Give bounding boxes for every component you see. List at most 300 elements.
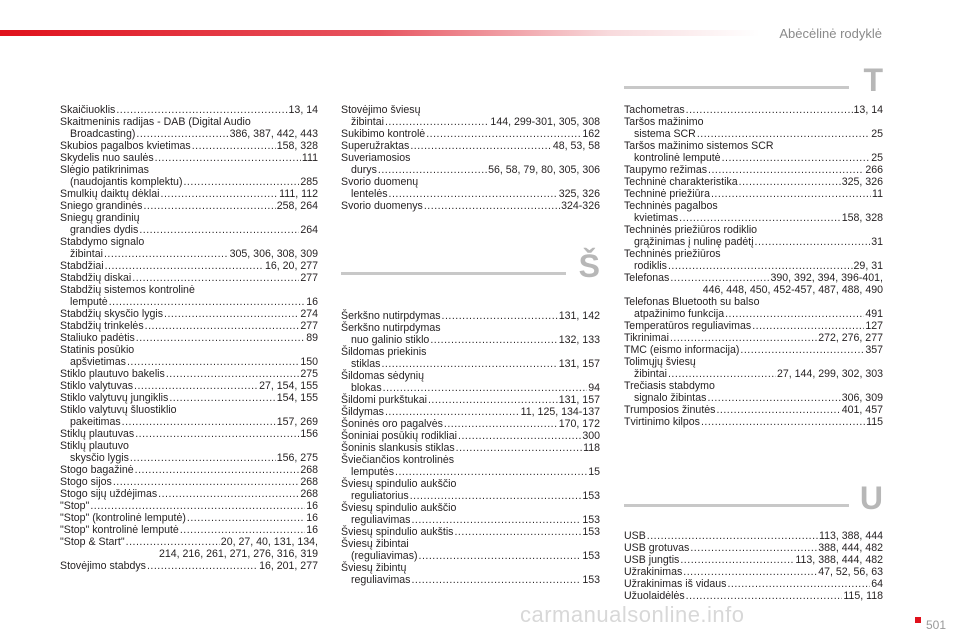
leader-dots — [686, 590, 843, 602]
entry-term: Šildymas — [341, 406, 384, 418]
entry-pages: 16 — [306, 500, 318, 512]
leader-dots — [135, 428, 299, 440]
entry-pages: 325, 326 — [558, 188, 600, 200]
entry-pages: 274 — [300, 308, 318, 320]
entry-term: Šviesų žibintų — [341, 562, 407, 574]
entry-term: Taupymo režimas — [624, 164, 708, 176]
entry-term: nuo galinio stiklo — [351, 334, 430, 346]
page-header-title: Abėcėlinė rodyklė — [779, 26, 882, 41]
entry-pages: 401, 457 — [841, 404, 883, 416]
entry-term: Broadcasting) — [70, 128, 136, 140]
index-entry — [624, 380, 883, 404]
entry-term: USB grotuvas — [624, 542, 690, 554]
entry-pages: 16, 20, 277 — [264, 260, 318, 272]
entry-pages: 390, 392, 394, 396-401, — [770, 272, 883, 284]
entry-pages: 47, 52, 56, 63 — [818, 566, 883, 578]
index-entry — [60, 236, 318, 260]
entry-pages: 277 — [300, 272, 318, 284]
section-letter: Š — [578, 248, 600, 284]
entry-term: Stiklo valytuvų šluostiklio — [60, 404, 177, 416]
entry-pages: 272, 276, 277 — [818, 332, 883, 344]
index-entry — [624, 296, 883, 320]
entry-term: Stabdžių trinkelės — [60, 320, 144, 332]
leader-dots — [690, 542, 817, 554]
entry-line — [624, 416, 883, 428]
entry-pages: 285 — [300, 176, 318, 188]
entry-pages: 113, 388, 444, 482 — [795, 554, 883, 566]
index-entry — [624, 590, 883, 602]
entry-pages: 157, 269 — [276, 416, 318, 428]
entry-pages: 153 — [582, 550, 600, 562]
entry-term: sistema SCR — [634, 128, 696, 140]
entry-term: blokas — [351, 382, 382, 394]
entry-term: žibintai — [351, 116, 384, 128]
index-column-2-s-hacek — [341, 310, 600, 586]
index-entry — [624, 530, 883, 542]
leader-dots — [180, 524, 305, 536]
index-entry — [60, 188, 318, 200]
leader-dots — [136, 128, 228, 140]
entry-term: skysčio lygis — [70, 452, 129, 464]
entry-term: Šoninis slankusis stiklas — [341, 442, 455, 454]
leader-dots — [113, 476, 299, 488]
index-entry — [341, 310, 600, 322]
entry-line — [60, 248, 318, 260]
entry-line — [341, 418, 600, 430]
entry-term: lemputės — [351, 466, 394, 478]
entry-line — [60, 380, 318, 392]
index-entry — [60, 260, 318, 272]
entry-term: Šildomi purkštukai — [341, 394, 427, 406]
leader-dots — [158, 488, 299, 500]
entry-pages: 20, 27, 40, 131, 134, — [220, 536, 318, 548]
entry-line — [60, 140, 318, 152]
entry-line — [341, 430, 600, 442]
entry-pages: 29, 31 — [853, 260, 883, 272]
entry-line — [60, 356, 318, 368]
leader-dots — [424, 200, 560, 212]
leader-dots — [442, 310, 558, 322]
index-entry — [624, 176, 883, 188]
index-column-3-t — [624, 104, 883, 428]
entry-pages: 16 — [306, 296, 318, 308]
leader-dots — [679, 212, 841, 224]
index-entry — [624, 248, 883, 272]
entry-term: lentelės — [351, 188, 388, 200]
leader-dots — [444, 418, 558, 430]
entry-line — [624, 368, 883, 380]
index-entry — [60, 392, 318, 404]
entry-pages: 16 — [306, 512, 318, 524]
entry-term: "Stop" (kontrolinė lemputė) — [60, 512, 186, 524]
leader-dots — [670, 332, 817, 344]
entry-line — [60, 320, 318, 332]
index-entry — [60, 272, 318, 284]
entry-term: Telefonas — [624, 272, 670, 284]
entry-term: Telefonas Bluetooth su balso — [624, 296, 760, 308]
index-entry — [341, 562, 600, 586]
entry-pages: 11, 125, 134-137 — [520, 406, 600, 418]
entry-pages: 266 — [865, 164, 883, 176]
entry-term: reguliatorius — [351, 490, 409, 502]
entry-term: Šviesų spindulio aukštis — [341, 526, 454, 538]
entry-term: Stabdžiai — [60, 260, 104, 272]
entry-term: Šoniniai posūkių rodikliai — [341, 430, 458, 442]
leader-dots — [419, 550, 582, 562]
index-entry — [624, 566, 883, 578]
index-entry — [624, 224, 883, 248]
index-entry — [624, 320, 883, 332]
leader-dots — [755, 236, 871, 248]
entry-pages: 275 — [300, 368, 318, 380]
entry-term: Techninės priežiūros — [624, 248, 721, 260]
index-entry — [341, 454, 600, 478]
entry-line — [60, 104, 318, 116]
entry-pages: 64 — [871, 578, 883, 590]
leader-dots — [647, 530, 818, 542]
leader-dots — [155, 152, 301, 164]
entry-line — [60, 260, 318, 272]
entry-pages: 156, 275 — [276, 452, 318, 464]
entry-term: Stiklų plautuvas — [60, 428, 135, 440]
entry-line — [624, 320, 883, 332]
entry-term: Stabdžių skysčio lygis — [60, 308, 164, 320]
leader-dots — [90, 500, 305, 512]
entry-line — [624, 530, 883, 542]
entry-line — [341, 200, 600, 212]
entry-line — [60, 224, 318, 236]
entry-pages: 357 — [865, 344, 883, 356]
entry-term: Techninės pagalbos — [624, 200, 718, 212]
index-entry — [60, 164, 318, 188]
leader-dots — [680, 554, 794, 566]
index-entry — [60, 368, 318, 380]
entry-term: Skaičiuoklis — [60, 104, 116, 116]
index-entry — [60, 380, 318, 392]
entry-term: Šviesų spindulio aukščio — [341, 502, 457, 514]
leader-dots — [126, 536, 220, 548]
entry-term: Stabdžių diskai — [60, 272, 132, 284]
leader-dots — [697, 128, 870, 140]
index-entry — [341, 200, 600, 212]
entry-term: pakeitimas — [70, 416, 121, 428]
entry-line — [624, 308, 883, 320]
leader-dots — [135, 464, 300, 476]
index-entry — [341, 502, 600, 526]
index-entry — [341, 418, 600, 430]
entry-term: Sukibimo kontrolė — [341, 128, 426, 140]
section-header-u — [624, 480, 883, 534]
leader-dots — [104, 248, 229, 260]
entry-line — [60, 368, 318, 380]
entry-term: apšvietimas — [70, 356, 126, 368]
entry-term: Superužraktas — [341, 140, 410, 152]
section-rule — [624, 86, 849, 89]
leader-dots — [105, 260, 264, 272]
entry-term: Svorio duomenys — [341, 200, 423, 212]
index-column-3-u — [624, 530, 883, 602]
index-entry — [341, 104, 600, 128]
index-entry — [60, 440, 318, 464]
entry-pages: 162 — [582, 128, 600, 140]
leader-dots — [458, 430, 581, 442]
index-column-1 — [60, 104, 318, 572]
entry-term: Techninės priežiūros rodiklio — [624, 224, 758, 236]
leader-dots — [668, 368, 776, 380]
index-entry — [624, 200, 883, 224]
leader-dots — [161, 188, 279, 200]
entry-line — [624, 590, 883, 602]
entry-term: Taršos mažinimo sistemos SCR — [624, 140, 774, 152]
entry-pages: 111, 112 — [279, 188, 318, 200]
entry-pages: 131, 157 — [558, 358, 600, 370]
entry-pages: 27, 154, 155 — [259, 380, 318, 392]
leader-dots — [166, 368, 299, 380]
entry-term: Stabdžių sistemos kontrolinė — [60, 284, 195, 296]
leader-dots — [127, 356, 299, 368]
leader-dots — [122, 416, 276, 428]
entry-term: Stabdymo signalo — [60, 236, 145, 248]
entry-pages: 118 — [583, 442, 600, 454]
entry-line — [624, 128, 883, 140]
entry-term: Stogo sijų uždėjimas — [60, 488, 158, 500]
index-entry — [624, 140, 883, 164]
leader-dots — [722, 152, 871, 164]
entry-line — [341, 490, 600, 502]
index-entry — [60, 308, 318, 320]
page-number: 501 — [925, 618, 946, 632]
entry-line — [60, 152, 318, 164]
entry-term: Sniegų grandinių — [60, 212, 140, 224]
entry-term: reguliavimas — [351, 514, 411, 526]
entry-pages: 386, 387, 442, 443 — [229, 128, 318, 140]
index-entry — [341, 538, 600, 562]
leader-dots — [686, 104, 853, 116]
entry-line — [60, 308, 318, 320]
section-letter: U — [859, 480, 883, 516]
entry-term: atpažinimo funkcija — [634, 308, 725, 320]
entry-pages: 306, 309 — [841, 392, 883, 404]
entry-pages: 324-326 — [561, 200, 600, 212]
entry-term: rodiklis — [634, 260, 667, 272]
index-entry — [624, 104, 883, 116]
index-entry — [341, 406, 600, 418]
index-entry — [60, 116, 318, 140]
entry-term: Slėgio patikrinimas — [60, 164, 149, 176]
entry-line — [624, 404, 883, 416]
leader-dots — [395, 466, 587, 478]
index-entry — [60, 464, 318, 476]
entry-term: Stovėjimo stabdys — [60, 560, 146, 572]
entry-pages: 89 — [306, 332, 318, 344]
entry-term: Skaitmeninis radijas - DAB (Digital Audio — [60, 116, 251, 128]
leader-dots — [456, 442, 582, 454]
entry-line — [624, 272, 883, 284]
index-entry — [60, 200, 318, 212]
entry-pages: 268 — [300, 488, 318, 500]
entry-line — [60, 476, 318, 488]
entry-term: Skydelis nuo saulės — [60, 152, 154, 164]
section-rule — [341, 272, 566, 275]
entry-term: "Stop" kontrolinė lemputė — [60, 524, 179, 536]
entry-pages: 325, 326 — [841, 176, 883, 188]
entry-term: Šviesų spindulio aukščio — [341, 478, 457, 490]
entry-term: durys — [351, 164, 377, 176]
entry-line — [624, 260, 883, 272]
entry-line — [60, 188, 318, 200]
entry-line — [624, 188, 883, 200]
page-marker-square — [915, 617, 921, 623]
entry-term: Šviesų žibintai — [341, 538, 409, 550]
entry-line — [341, 116, 600, 128]
index-entry — [60, 476, 318, 488]
entry-line — [341, 188, 600, 200]
entry-term: TMC (eismo informacija) — [624, 344, 740, 356]
entry-line — [60, 176, 318, 188]
leader-dots — [134, 380, 258, 392]
entry-term: Skubios pagalbos kvietimas — [60, 140, 191, 152]
entry-line — [341, 406, 600, 418]
entry-term: Tolimųjų šviesų — [624, 356, 696, 368]
entry-pages: 491 — [865, 308, 883, 320]
entry-line — [624, 392, 883, 404]
entry-line — [60, 524, 318, 536]
index-entry — [624, 356, 883, 380]
entry-line — [341, 358, 600, 370]
entry-pages: 115 — [866, 416, 883, 428]
entry-pages: 264 — [300, 224, 318, 236]
index-entry — [60, 404, 318, 428]
index-entry — [60, 140, 318, 152]
entry-term: žibintai — [70, 248, 103, 260]
index-entry — [624, 332, 883, 344]
entry-pages: 268 — [300, 476, 318, 488]
entry-line — [341, 128, 600, 140]
entry-term: USB jungtis — [624, 554, 680, 566]
entry-pages: 388, 444, 482 — [818, 542, 883, 554]
entry-term: (naudojantis komplektu) — [70, 176, 183, 188]
entry-pages: 150 — [300, 356, 318, 368]
entry-pages: 170, 172 — [558, 418, 600, 430]
entry-term: Trumposios žinutės — [624, 404, 716, 416]
entry-pages: 11 — [872, 188, 883, 200]
leader-dots — [389, 188, 558, 200]
leader-dots — [130, 452, 276, 464]
entry-term: Techninė charakteristika — [624, 176, 738, 188]
entry-term: "Stop" — [60, 500, 90, 512]
entry-pages: 48, 53, 58 — [552, 140, 600, 152]
entry-term: Stovėjimo šviesų — [341, 104, 421, 116]
entry-term: Tachometras — [624, 104, 685, 116]
leader-dots — [410, 490, 582, 502]
section-rule — [624, 504, 849, 507]
entry-line — [60, 296, 318, 308]
entry-line — [60, 416, 318, 428]
entry-term: Šildomas sėdynių — [341, 370, 425, 382]
leader-dots — [727, 578, 870, 590]
leader-dots — [164, 308, 299, 320]
entry-term: stiklas — [351, 358, 381, 370]
entry-pages: 268 — [300, 464, 318, 476]
entry-pages: 158, 328 — [276, 140, 318, 152]
leader-dots — [454, 526, 581, 538]
index-entry — [341, 140, 600, 152]
entry-pages: 300 — [582, 430, 600, 442]
leader-dots — [145, 320, 300, 332]
entry-term: "Stop & Start" — [60, 536, 125, 548]
index-entry — [341, 152, 600, 176]
leader-dots — [668, 260, 853, 272]
entry-term: Sniego grandinės — [60, 200, 143, 212]
leader-dots — [426, 128, 581, 140]
entry-line — [60, 332, 318, 344]
leader-dots — [739, 176, 841, 188]
entry-pages: 56, 58, 79, 80, 305, 306 — [488, 164, 600, 176]
entry-pages: 16 — [306, 524, 318, 536]
top-accent-bar — [0, 30, 760, 36]
leader-dots — [683, 566, 817, 578]
entry-pages: 27, 144, 299, 302, 303 — [776, 368, 883, 380]
entry-pages: 158, 328 — [841, 212, 883, 224]
leader-dots — [385, 406, 520, 418]
leader-dots — [187, 512, 305, 524]
leader-dots — [381, 358, 557, 370]
leader-dots — [725, 308, 864, 320]
entry-term: (reguliavimas) — [351, 550, 418, 562]
entry-term: Suveriamosios — [341, 152, 411, 164]
leader-dots — [410, 140, 552, 152]
leader-dots — [430, 334, 557, 346]
index-entry — [60, 428, 318, 440]
entry-line — [624, 566, 883, 578]
entry-line — [624, 104, 883, 116]
entry-pages: 131, 142 — [558, 310, 600, 322]
watermark: carmanualsonline.info — [520, 602, 745, 627]
entry-line — [341, 334, 600, 346]
entry-term: kvietimas — [634, 212, 679, 224]
entry-line — [624, 332, 883, 344]
leader-dots — [752, 320, 864, 332]
entry-term: Staliuko padėtis — [60, 332, 135, 344]
entry-term: Stiklų plautuvo — [60, 440, 129, 452]
entry-line — [60, 512, 318, 524]
entry-line — [341, 526, 600, 538]
entry-term: USB — [624, 530, 646, 542]
entry-term: Stiklo plautuvo bakelis — [60, 368, 165, 380]
entry-pages: 258, 264 — [276, 200, 318, 212]
entry-term: Užuolaidėlės — [624, 590, 685, 602]
entry-term: grąžinimas į nulinę padėtį — [634, 236, 754, 248]
leader-dots — [701, 416, 865, 428]
index-entry — [341, 442, 600, 454]
entry-term: reguliavimas — [351, 574, 411, 586]
leader-dots — [385, 116, 489, 128]
entry-pages: 111 — [301, 152, 318, 164]
index-entry — [624, 416, 883, 428]
entry-pages: 153 — [582, 526, 600, 538]
index-entry — [624, 542, 883, 554]
entry-term: žibintai — [634, 368, 667, 380]
leader-dots — [143, 200, 275, 212]
entry-pages-continued: 214, 216, 261, 271, 276, 316, 319 — [158, 548, 318, 560]
entry-term: Stogo bagažinė — [60, 464, 134, 476]
section-header-s-hacek — [341, 248, 600, 302]
index-entry — [60, 320, 318, 332]
index-entry — [624, 272, 883, 296]
leader-dots — [708, 164, 864, 176]
entry-pages: 94 — [588, 382, 600, 394]
entry-pages: 153 — [582, 574, 600, 586]
